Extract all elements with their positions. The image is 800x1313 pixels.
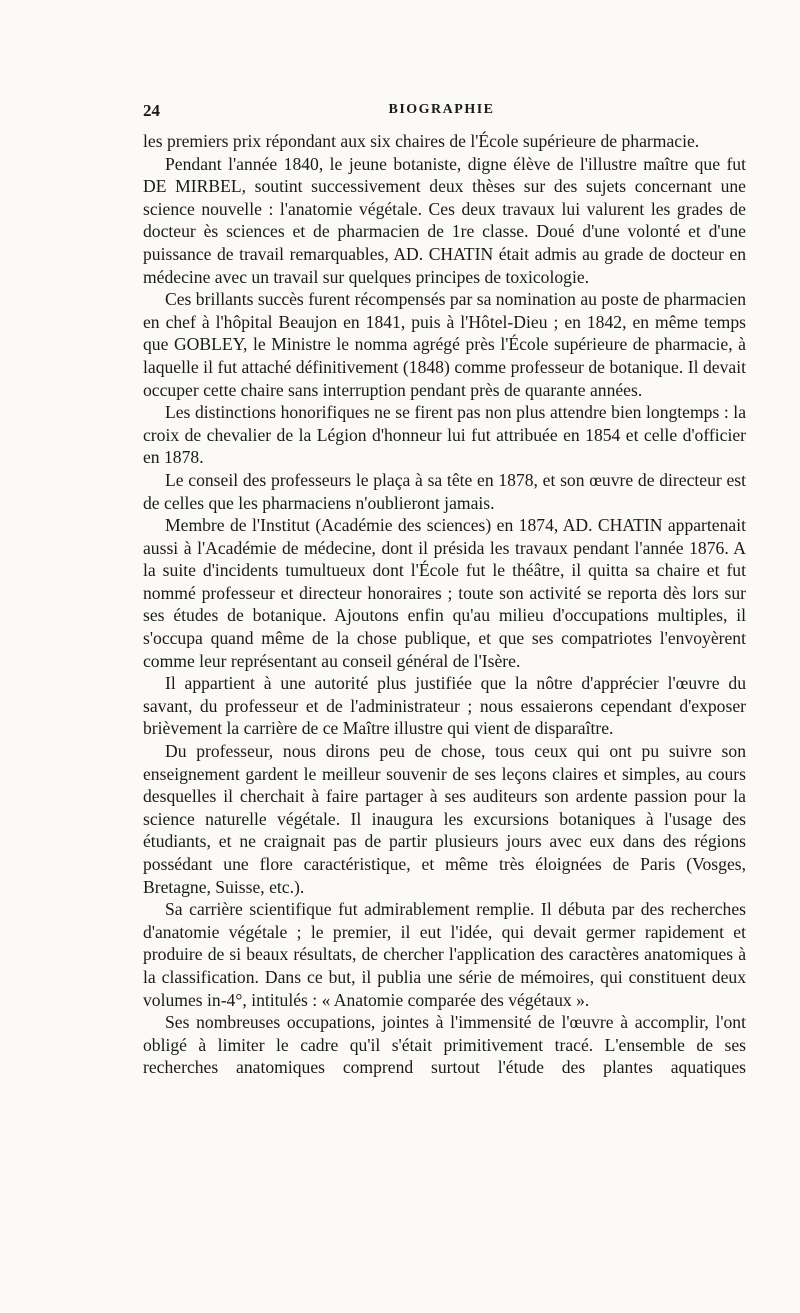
paragraph: Ses nombreuses occupations, jointes à l'immensité de l'œuvre à accomplir, l'ont obligé à limiter le cadre qu'il s'était primitivement tracé. L'ensemble de ses recherches anatomiques comprend surtout l'étude des plantes aquatiques bbox=[143, 1012, 746, 1078]
paragraph: Du professeur, nous dirons peu de chose, tous ceux qui ont pu suivre son enseignement gardent le meilleur souvenir de ses leçons claires et simples, au cours desquelles il cherchait à faire partager à ses auditeurs son ardente passion pour la science naturelle végétale. Il inaugura les excursions botaniques à l'usage des étudiants, et ne craignait pas de partir plusieurs jours avec eux dans des régions possédant une flore caractéristique, et même très éloignées de Paris (Vosges, Bretagne, Suisse, etc.). bbox=[143, 741, 746, 897]
paragraph: Les distinctions honorifiques ne se firent pas non plus attendre bien longtemps : la croix de chevalier de la Légion d'honneur lui fut attribuée en 1854 et celle d'officier en 1878. bbox=[143, 402, 746, 468]
paragraph: les premiers prix répondant aux six chaires de l'École supérieure de pharmacie. bbox=[143, 131, 700, 151]
paragraph: Pendant l'année 1840, le jeune botaniste, digne élève de l'illustre maître que fut DE MIRBEL, soutint successivement deux thèses sur des sujets concernant une science nouvelle : l'anatomie végétale. Ces deux travaux lui valurent les grades de docteur ès sciences et de pharmacien de 1re classe. Doué d'une volonté et d'une puissance de travail remarquables, AD. CHATIN était admis au grade de docteur en médecine avec un travail sur quelques principes de toxicologie. bbox=[143, 153, 746, 287]
body-text bbox=[143, 130, 746, 1079]
paragraph: Le conseil des professeurs le plaça à sa tête en 1878, et son œuvre de directeur est de celles que les pharmaciens n'oublieront jamais. bbox=[143, 469, 746, 513]
running-title: BIOGRAPHIE bbox=[388, 102, 495, 117]
paragraph: Sa carrière scientifique fut admirablement remplie. Il débuta par des recherches d'anatomie végétale ; le premier, il eut l'idée, qui devait germer rapidement et produire de si beaux résultats, de chercher l'application des caractères anatomiques à la classification. Dans ce but, il publia une série de mémoires, qui constituent deux volumes in-4°, intitulés : « Anatomie comparée des végétaux ». bbox=[143, 899, 746, 1010]
paragraph: Membre de l'Institut (Académie des sciences) en 1874, AD. CHATIN appartenait aussi à l'Académie de médecine, dont il présida les travaux pendant l'année 1876. A la suite d'incidents tumultueux dont l'École fut le théâtre, il quitta sa chaire et fut nommé professeur et directeur honoraires ; toute son activité se reporta dès lors sur ses études de botanique. Ajoutons enfin qu'au milieu d'occupations multiples, il s'occupa quand même de la chose publique, et que ses compatriotes l'envoyèrent comme leur représentant au conseil général de l'Isère. bbox=[143, 515, 746, 671]
page-number: 24 bbox=[143, 101, 160, 120]
paragraph: Il appartient à une autorité plus justifiée que la nôtre d'apprécier l'œuvre du savant, du professeur et de l'administrateur ; nous essaierons cependant d'exposer brièvement la carrière de ce Maître illustre qui vient de disparaître. bbox=[143, 673, 746, 739]
paragraph: Ces brillants succès furent récompensés par sa nomination au poste de pharmacien en chef à l'hôpital Beaujon en 1841, puis à l'Hôtel-Dieu ; en 1842, en même temps que GOBLEY, le Ministre le nomma agrégé près l'École supérieure de pharmacie, à laquelle il fut attaché définitivement (1848) comme professeur de botanique. Il devait occuper cette chaire sans interruption pendant près de quarante années. bbox=[143, 289, 746, 400]
running-head bbox=[143, 101, 740, 123]
